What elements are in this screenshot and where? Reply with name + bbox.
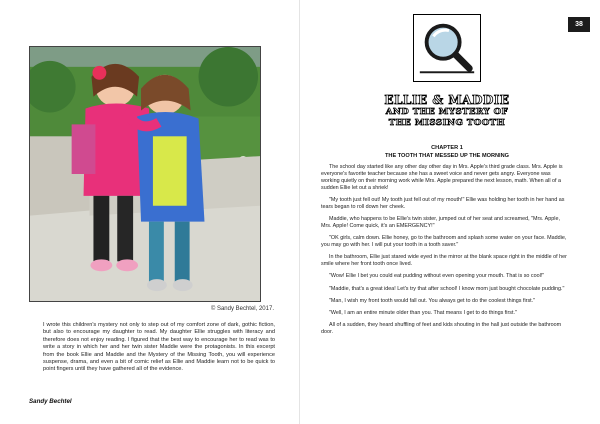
page-number: 38 <box>568 17 590 32</box>
author-introduction: I wrote this children's mystery not only to step out of my comfort zone of dark, gothic fiction, but also to encourage my daughter to read. My daughter Ellie struggles with literacy and therefore does not enjoy reading. I figured that the best way to encourage her to read was to write a story in which her and her twin sister Maddie were the protagonists. In this excerpt from the book Ellie and Maddie and the Mystery of the Missing Tooth, you will experience suspense, drama, and even a bit of comic relief as Ellie and Maddie learn not to be quick to point fingers until they have gathered all of the evidence. <box>43 322 275 373</box>
story-paragraph: "Man, I wish my front tooth would fall out. You always get to do the coolest things first." <box>329 297 536 304</box>
story-paragraph: In the bathroom, Ellie just stared wide eyed in the mirror at the blank space right in the middle of her smile where her front tooth once lived. <box>321 254 567 268</box>
photo-credit: © Sandy Bechtel, 2017. <box>210 306 274 312</box>
story-paragraph: "OK girls, calm down. Ellie honey, go to the bathroom and splash some water on your face. Maddie, you may go with her. I will put your tooth in a tooth saver." <box>321 235 567 249</box>
book-logo <box>413 14 481 82</box>
story-paragraph: "Wow! Ellie I bet you could eat pudding without even opening your mouth. That is so cool!" <box>329 273 545 280</box>
title-line-1: ELLIE & MADDIE <box>384 93 510 107</box>
story-paragraph: "Well, I am an entire minute older than you. That means I get to do things first." <box>329 309 517 316</box>
story-paragraph: "My tooth just fell out! My tooth just fell out of my mouth!" Ellie was holding her tooth in her hand as tears began to roll down her cheek. <box>321 196 565 210</box>
twins-photo <box>29 46 261 302</box>
story-paragraph: The school day started like any other day other day in Mrs. Apple's third grade class. Mrs. Apple is everyone's favorite teacher because she has a sweet voice and never gets angry. Everyone was working quietly on their morning work while Mrs. Apple prepared the next lesson, math. When all of a sudden Ellie let out a shriek! <box>321 164 563 191</box>
book-title <box>357 94 537 129</box>
chapter-heading <box>357 144 537 160</box>
title-line-3: THE MISSING TOOTH <box>388 118 506 128</box>
story-paragraph: "Maddie, that's a great idea! Let's try that after school! I know mom just bought chocolate pudding." <box>329 285 565 292</box>
page-gutter <box>299 0 300 424</box>
chapter-label: CHAPTER 1 <box>431 145 463 151</box>
title-line-2: AND THE MYSTERY OF <box>385 107 509 117</box>
story-paragraph: All of a sudden, they heard shuffling of feet and kids shouting in the hall just outside the bathroom door. <box>321 322 562 336</box>
chapter-title: THE TOOTH THAT MESSED UP THE MORNING <box>385 153 509 159</box>
story-paragraph: Maddie, who happens to be Ellie's twin sister, jumped out of her seat and screamed, "Mrs. Apple, Mrs. Apple! Come quick, it's an EMERGENCY!" <box>321 216 560 229</box>
magnifying-glass-icon <box>414 15 480 81</box>
story-text <box>321 164 567 341</box>
author-name: Sandy Bechtel <box>29 398 72 405</box>
